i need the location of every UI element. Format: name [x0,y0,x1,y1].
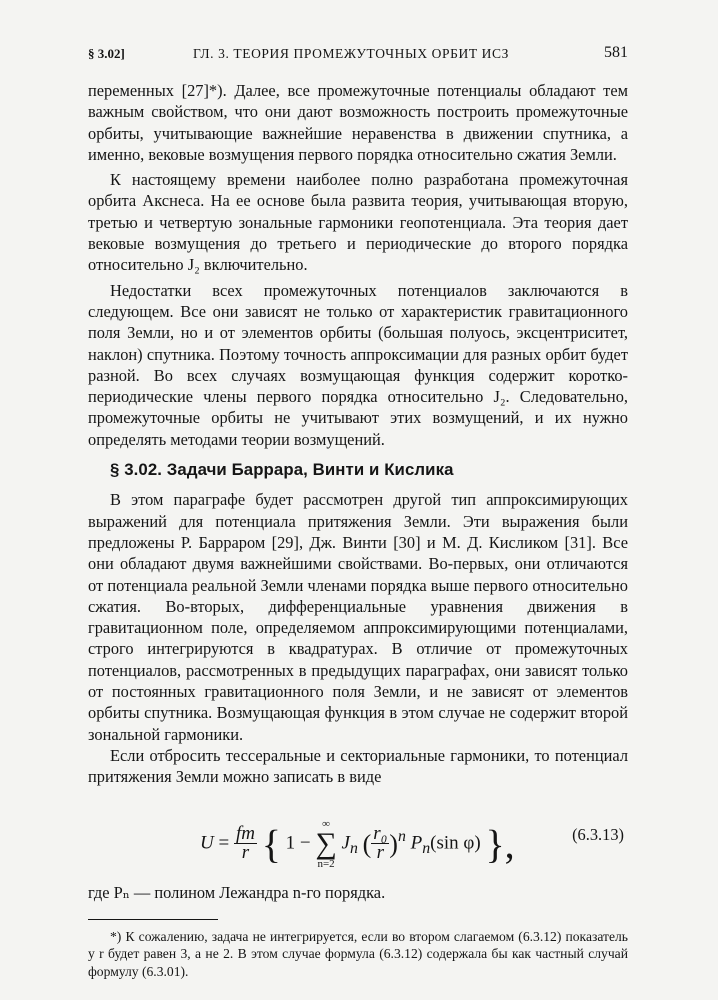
sum-lower-limit: n=2 [317,857,335,870]
ratio-numerator: r₀ [373,823,388,844]
paren-close: ) [389,828,398,858]
term-j-subscript: n [349,839,358,857]
sigma-symbol: ∑ [315,826,337,860]
paren-open: ( [362,828,372,858]
fraction-denominator: r [241,842,250,863]
paragraph-1: переменных [27]*). Далее, все промежуточные потенциалы обладают тем важным свойством, что они дают возможность построить промежуточные орбиты, учитывающие важнейшие неравенства в движении спутника, а именно, вековые возмущения первого порядка относительно сжатия Земли. [88,81,628,164]
term-p: P [410,831,423,853]
header-chapter-title: ГЛ. 3. ТЕОРИЯ ПРОМЕЖУТОЧНЫХ ОРБИТ ИСЗ [193,46,509,61]
equation-body [200,818,515,870]
fraction-r0-over-r [371,825,389,862]
term-p-subscript: n [422,839,431,857]
fraction-fm-over-r [234,825,257,862]
section-paragraph-2: Если отбросить тессеральные и секториальные гармоники, то потенциал притяжения Земли можно записать в виде [88,745,628,787]
power-n: n [397,827,406,845]
section-paragraph-1: В этом параграфе будет рассмотрен другой тип аппроксимирующих выражений для потенциала притяжения Земли. Эти выражения были предложены Р. Барраром [29], Дж. Винти [30] и М. Д. Кисликом [31]. Все они обладают двумя важнейшими свойствами. Во-первых, они отличаются от потенциала реальной Земли членами порядка выше первого относительно сжатия. Во-вторых, дифференциальные уравнения движения в гравитационном поле, определяемом аппроксимирующими потенциалами, строго интегрируются в квадратурах. В отличие от промежуточных потенциалов, рассмотренных в предыдущих параграфах, они зависят только от постоянных гравитационного поля Земли, и не зависят от элементов орбиты спутника. Возмущающая функция в этом случае не содержит второй зональной гармоники. [88,490,628,744]
equation-6-3-13 [88,794,628,880]
brace-open: { [261,820,281,866]
footnote-text: *) К сожалению, задача не интегрируется, если во втором слагаемом (6.3.12) показатель у r будет равен 3, а не 2. В этом случае формула (6.3.12) содержала бы как частный случай формулу (6.3.01). [88,928,628,979]
sum-upper-limit: ∞ [322,817,330,830]
paragraph-3: Недостатки всех промежуточных потенциалов заключаются в следующем. Все они зависят не только от характеристик гравитационного поля Земли, но и от элементов орбиты (большая полуось, эксцентриситет, наклон) спутника. Поэтому точность аппроксимации для разных орбит будет разной. Во всех случаях возмущающая функция содержит коротко-периодические члены первого порядка относительно J₂. Следовательно, промежуточные орбиты не учитывают этих возмущений, и их нужно определять методами теории возмущений. [88,280,628,449]
brace-close: }, [485,820,515,866]
term-j: J [341,831,350,853]
fraction-numerator: fm [235,823,255,844]
paragraph-2: К настоящему времени наиболее полно разработана промежуточная орбита Акснеса. На ее основе была развита теория, учитывающая вторую, третью и четвертую зональные гармоники геопотенциала. Эта теория дает вековые возмущения до третьего и периодические до второго порядка относительно J₂ включительно. [88,170,628,275]
header-section-ref: § 3.02] [88,46,125,61]
page-number: 581 [604,44,628,61]
page-body [88,80,628,980]
term-argument: (sin φ) [430,831,481,853]
summation [315,818,336,870]
footnote-rule [88,919,218,920]
after-formula-text: где Pₙ — полином Лежандра n-го порядка. [88,882,386,902]
footnote [88,928,628,981]
ratio-denominator: r [376,842,384,863]
formula-equals: = [218,831,230,853]
formula-lhs: U [200,831,214,853]
section-heading: § 3.02. Задачи Баррара, Винти и Кислика [110,460,454,480]
equation-number: (6.3.13) [572,824,624,844]
running-header [88,44,628,66]
formula-one-minus: 1 − [285,831,311,853]
